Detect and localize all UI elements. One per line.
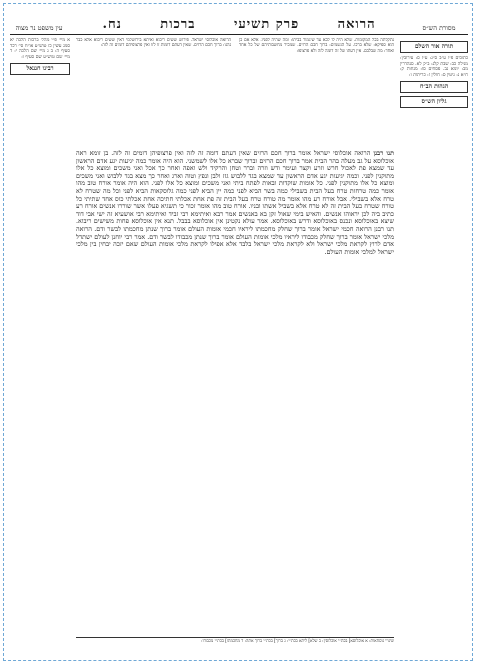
rashi-commentary xyxy=(235,38,394,148)
torah-or-title: תורה אור השלם xyxy=(414,43,454,50)
rabbeinu-chananel-title: רבינו חננאל xyxy=(26,65,54,73)
gemara-text xyxy=(76,150,394,636)
chapter-name: הרואה xyxy=(337,17,376,32)
right-corner-label: מסורת הש״ס xyxy=(422,24,456,32)
ein-mishpat-text: א מיי׳ פ״י מהל׳ ברכות הלכה יא סמג עשין כז טוש״ע או״ח סי׳ רכד סעיף ה: ב ג מיי׳ שם הלכה י: ד מיי׳ שם טוש״ע שם סעיף ו: xyxy=(10,38,70,60)
footnotes xyxy=(76,637,394,656)
rabbeinu-chananel-box xyxy=(10,63,70,75)
gilyon-box xyxy=(400,96,468,108)
gilyon-title: גליון הש״ס xyxy=(421,98,447,106)
right-margin-text: כתובים פ״ו ע״ב ס״ג: ע״ז ס: עירובין: מגילה כב: שבת קלג: ב״ק לא. סנהדרין מב: יומא נב. פסחים סו: מנחות ק: ח״א נ: גיטין ס: חולין ז: כריתות ו: xyxy=(400,56,468,78)
chapter-label: פרק תשיעי xyxy=(233,17,300,32)
rashi-text: נתקלתה בכל המקומות. שלא היה לו לבא עד שיגמור בביתו: ומה שהיה לפניו. אלא אם כן הוא ספיקא: שלא ברכו. על הגשמים: ברוך חכם הרזים. שמכיר מחשבותיהם של כל אחד ואחד: מה שבלבם. אין דעתו של זה דומה לזה ולא פרצופו: xyxy=(239,38,394,54)
hagahot-title: הגהות הב״ח xyxy=(419,83,449,91)
talmud-page xyxy=(10,8,468,656)
main-text-area xyxy=(76,38,394,636)
right-margin-column xyxy=(400,38,468,656)
left-corner-label: עין משפט נר מצוה xyxy=(15,24,63,32)
gemara-body: הרואה אוכלוסי ישראל אומר ברוך חכם הרזים שאין דעתם דומה זה לזה ואין פרצופיהן דומים זה לזה. בן זומא ראה אוכלוסא על גב מעלה בהר הבית אמר ברוך חכם הרזים וברוך שברא כל אלו לשמשני. הוא היה אומר כמה יגיעות יגע אדם הראשון עד שמצא פת לאכול חרש וזרע וקצר ועימר ודש וזרה וברר וטחן והרקיד ולש ואפה ואחר כך אכל ואני משכים ומוצא כל אלו מתוקנין לפני. וכמה יגיעות יגע אדם הראשון עד שמצא בגד ללבוש גזז ולבן ונפץ וטוה וארג ואחר כך מצא בגד ללבוש ואני משכים ומוצא כל אלו מתוקנין לפני. כל אומות שוקדות ובאות לפתח ביתי ואני משכים ומוצא כל אלו לפני. הוא היה אומר אורח טוב מהו אומר כמה טרחות טרח בעל הבית בשבילי כמה בשר הביא לפני כמה יין הביא לפני כמה גלוסקאות הביא לפני וכל מה שטרח לא טרח אלא בשבילי. אבל אורח רע מהו אומר מה טורח טרח בעל הבית זה פת אחת אכלתי חתיכה אחת אכלתי כוס אחד שתיתי כל טורח שטרח בעל הבית זה לא טרח אלא בשביל אשתו ובניו. אורח טוב מהו אומר זכור כי תשגיא פעלו אשר שוררו אנשים אורח רע כתיב ביה לכן יראוהו אנשים. והאיש בימי שאול זקן בא באנשים אמר רבא ואיתימא רבי זביד ואיתימא רבי אושעיא זה ישי אבי דוד שיצא באוכלוסא ונכנס באוכלוסא ודרש באוכלוסא. אמר עולא נקטינן אין אוכלוסא בבבל. תנא אין אוכלוסא פחות משישים ריבוא. תנו רבנן הרואה חכמי ישראל אומר ברוך שחלק מחכמתו ליראיו חכמי אומות העולם אומר ברוך שנתן מחכמתו לבשר ודם. הרואה מלכי ישראל אומר ברוך שחלק מכבודו ליראיו מלכי אומות העולם אומר ברוך שנתן מכבודו לבשר ודם. אמר רבי יוחנן לעולם ישתדל אדם לרוץ לקראת מלכי ישראל ולא לקראת מלכי ישראל בלבד אלא אפילו לקראת מלכי אומות העולם שאם יזכה יבחין בין מלכי ישראל למלכי אומות העולם. xyxy=(76,150,394,256)
footnotes-text: שינויי נוסחאות: א אוכלוסא] בכת״י אוכלוסין: ב שלא] ליתא בכת״י: ג ברוך] בכת״י ברוך אתה: ד מחכמתו] בכת״י מכבודו: xyxy=(201,638,394,643)
left-margin-column xyxy=(10,38,70,656)
page-header xyxy=(10,8,468,35)
hagahot-box xyxy=(400,81,468,93)
folio-number: נח. xyxy=(102,17,122,32)
tosafot-commentary xyxy=(76,38,235,148)
tractate-name: ברכות xyxy=(160,17,196,32)
torah-or-box xyxy=(400,41,468,53)
gemara-opening-words: תנו רבנן xyxy=(373,150,394,157)
tosafot-text: הרואה אוכלוסי ישראל. פירוש ששים ריבוא ואיתא בירושלמי דאין ששים ריבוא אלא כבר נהגו: ברוך חכם הרזים. שאין דעתם דומות זו לזו ואין פרצופיהם דומים זה לזה: xyxy=(76,38,231,49)
